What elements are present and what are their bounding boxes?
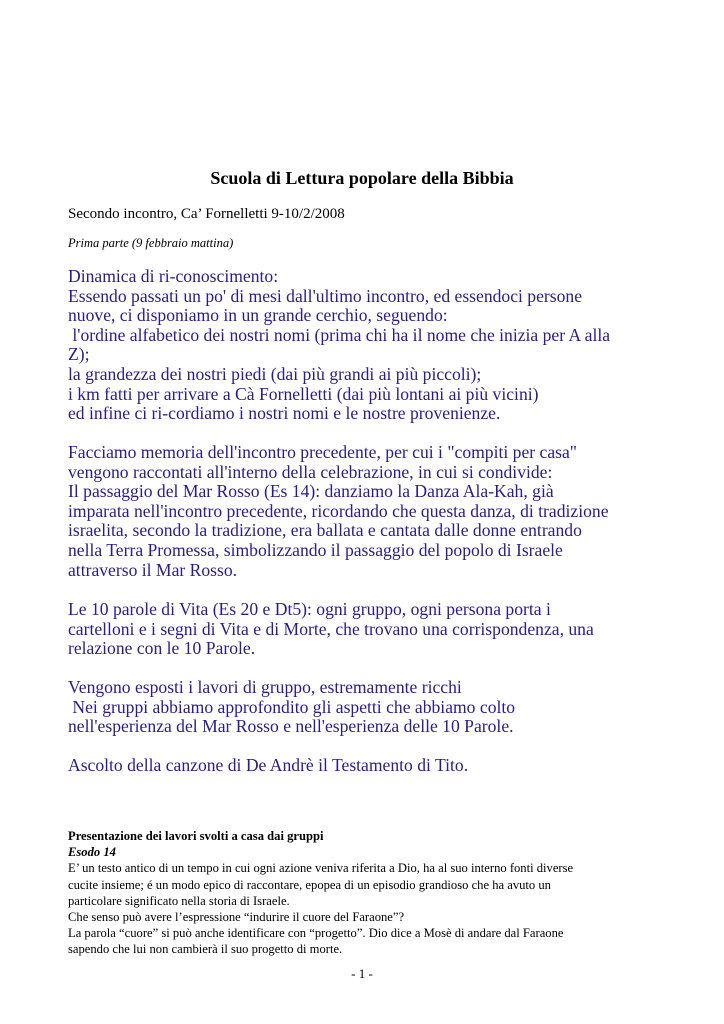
section-riconoscimento bbox=[68, 267, 678, 424]
text-line: cartelloni e i segni di Vita e di Morte, che trovano una corrispondenza, una bbox=[68, 618, 594, 639]
text-line: Ascolto della canzone di De Andrè il Testamento di Tito. bbox=[68, 755, 469, 775]
part-label: Prima parte (9 febbraio mattina) bbox=[68, 236, 234, 250]
text-line: La parola “cuore” si può anche identificare con “progetto”. Dio dice a Mosè di andare dal Faraone bbox=[68, 926, 564, 941]
text-line: relazione con le 10 Parole. bbox=[68, 638, 256, 659]
document-title: Scuola di Lettura popolare della Bibbia bbox=[210, 168, 514, 188]
text-line: i km fatti per arrivare a Cà Fornelletti (dai più lontani ai più vicini) bbox=[68, 383, 539, 404]
text-line: Vengono esposti i lavori di gruppo, estremamente ricchi bbox=[68, 677, 462, 697]
text-line: Nei gruppi abbiamo approfondito gli aspetti che abbiamo colto bbox=[68, 696, 516, 717]
text-line: attraverso il Mar Rosso. bbox=[68, 559, 238, 580]
section-dieci-parole bbox=[68, 600, 678, 659]
text-line: nuove, ci disponiamo in un grande cerchio, seguendo: bbox=[68, 305, 448, 326]
text-line: la grandezza dei nostri piedi (dai più grandi ai più piccoli); bbox=[68, 363, 482, 384]
text-line: ed infine ci ri-cordiamo i nostri nomi e le nostre provenienze. bbox=[68, 403, 501, 424]
text-line: sapendo che lui non cambierà il suo progetto di morte. bbox=[68, 942, 343, 957]
text-line: Che senso può avere l’espressione “indurire il cuore del Faraone”? bbox=[68, 910, 405, 925]
section-ascolto bbox=[68, 756, 678, 776]
text-line: Facciamo memoria dell'incontro precedente, per cui i "compiti per casa" bbox=[68, 442, 577, 462]
section-lavori-gruppo bbox=[68, 678, 678, 737]
text-line: nella Terra Promessa, simbolizzando il passaggio del popolo di Israele bbox=[68, 539, 563, 560]
text-line: vengono raccontati all'interno della celebrazione, in cui si condivide: bbox=[68, 461, 553, 482]
text-line: Dinamica di ri-conoscimento: bbox=[68, 266, 279, 286]
page-number: - 1 - bbox=[351, 966, 373, 981]
text-line: E’ un testo antico di un tempo in cui ogni azione veniva riferita a Dio, ha al suo interno fonti diverse bbox=[68, 861, 574, 876]
text-line: particolare significato nella storia di Israele. bbox=[68, 893, 290, 908]
document-subtitle: Secondo incontro, Ca’ Fornelletti 9-10/2/2008 bbox=[68, 206, 345, 222]
text-line: Le 10 parole di Vita (Es 20 e Dt5): ogni gruppo, ogni persona porta i bbox=[68, 599, 551, 619]
section-presentazione bbox=[68, 828, 668, 958]
section-memoria bbox=[68, 443, 678, 580]
text-line: l'ordine alfabetico dei nostri nomi (prima chi ha il nome che inizia per A alla bbox=[68, 324, 611, 345]
text-line: Essendo passati un po' di mesi dall'ultimo incontro, ed essendoci persone bbox=[68, 285, 583, 306]
text-line: imparata nell'incontro precedente, ricordando che questa danza, di tradizione bbox=[68, 500, 609, 521]
presentation-title: Presentazione dei lavori svolti a casa dai gruppi bbox=[68, 829, 324, 843]
text-line: cucite insieme; é un modo epico di raccontare, epopea di un episodio grandioso che ha avuto un bbox=[68, 877, 551, 892]
text-line: Il passaggio del Mar Rosso (Es 14): danziamo la Danza Ala-Kah, già bbox=[68, 481, 554, 502]
text-line: Z); bbox=[68, 344, 90, 365]
text-line: nell'esperienza del Mar Rosso e nell'esperienza delle 10 Parole. bbox=[68, 716, 514, 737]
esodo-heading: Esodo 14 bbox=[68, 845, 116, 860]
text-line: israelita, secondo la tradizione, era ballata e cantata dalle donne entrando bbox=[68, 520, 582, 541]
